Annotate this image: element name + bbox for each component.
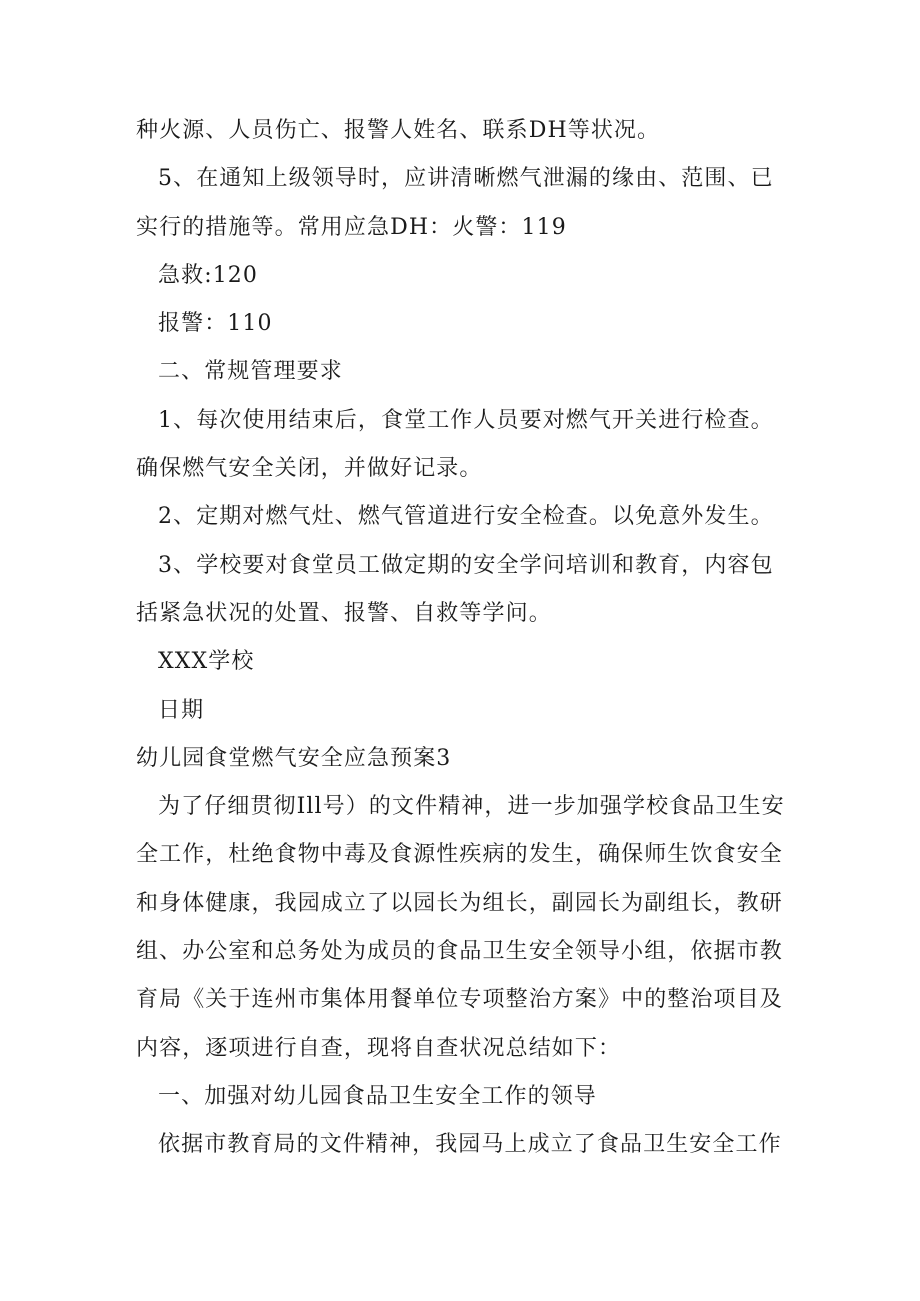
paragraph-14: 依据市教育局的文件精神，我园马上成立了食品卫生安全工作 <box>158 1132 782 1158</box>
paragraph-12: 为了仔细贯彻Ill号）的文件精神，进一步加强学校食品卫生安全工作，杜绝食物中毒及食源性疾病的发生，确保师生饮食安全和身体健康，我园成立了以园长为组长，副园长为副组长，教研组、办公室和总务处为成员的食品卫生安全领导小组，依据市教育局《关于连州市集体用餐单位专项整治方案》中的整治项目及内容，逐项进行自查，现将自查状况总结如下： <box>136 794 785 1061</box>
paragraph-8: 3、学校要对食堂员工做定期的安全学问培训和教育，内容包括紧急状况的处置、报警、自救等学问。 <box>136 552 774 626</box>
school-signature: XXX学校 <box>158 649 255 675</box>
section-heading-2: 二、常规管理要求 <box>158 359 343 385</box>
paragraph-3: 急救:120 <box>158 262 259 288</box>
paragraph-7: 2、定期对燃气灶、燃气管道进行安全检查。以免意外发生。 <box>158 504 774 530</box>
section-heading-1: 一、加强对幼儿园食品卫生安全工作的领导 <box>158 1083 597 1109</box>
paragraph-2: 5、在通知上级领导时，应讲清晰燃气泄漏的缘由、范围、已实行的措施等。常用应急DH：火警：119 <box>136 166 774 240</box>
paragraph-1: 种火源、人员伤亡、报警人姓名、联系DH等状况。 <box>136 118 661 143</box>
date-line: 日期 <box>158 697 205 723</box>
document-body <box>136 107 796 1170</box>
paragraph-4: 报警：110 <box>158 311 273 337</box>
paragraph-6: 1、每次使用结束后，食堂工作人员要对燃气开关进行检查。确保燃气安全关闭，并做好记录。 <box>136 407 774 482</box>
document-title-3: 幼儿园食堂燃气安全应急预案3 <box>136 745 452 771</box>
